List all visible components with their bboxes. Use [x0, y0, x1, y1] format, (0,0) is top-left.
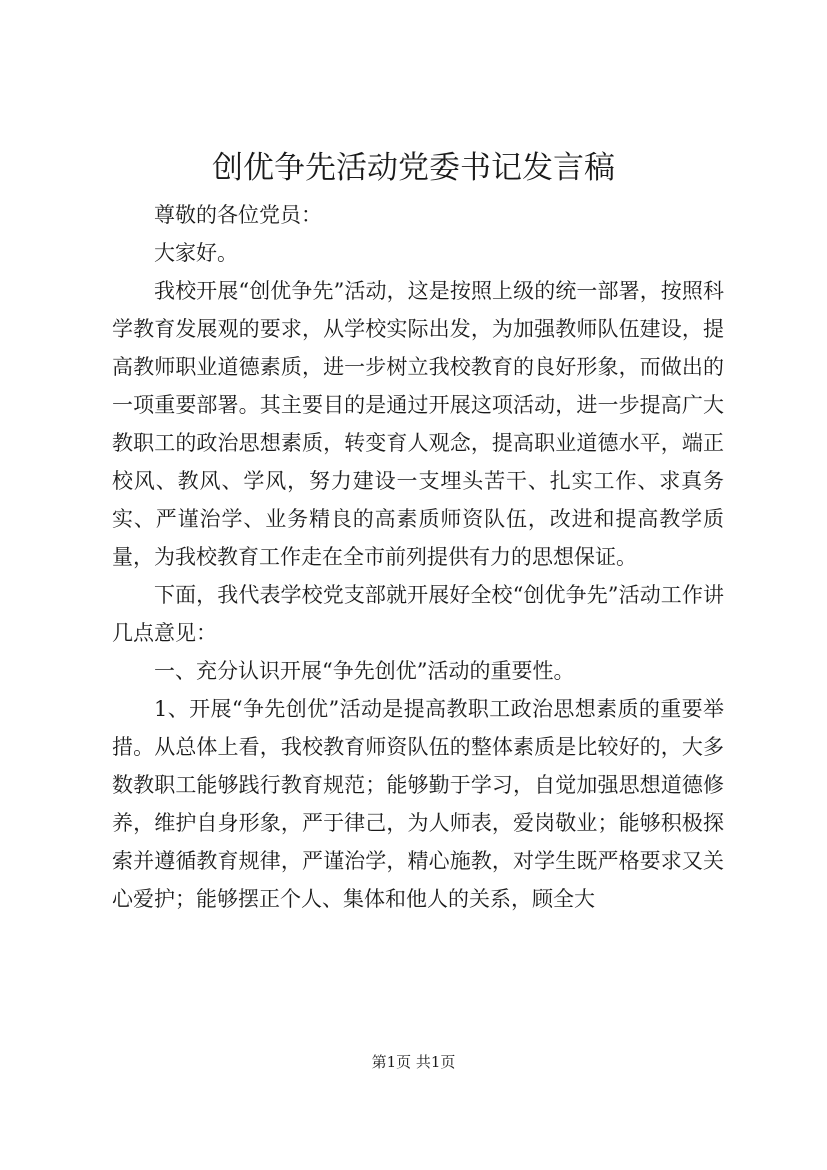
document-body — [112, 196, 724, 918]
intro-paragraph: 我校开展“创优争先”活动，这是按照上级的统一部署，按照科学教育发展观的要求，从学校实际出发，为加强教师队伍建设，提高教师职业道德素质，进一步树立我校教育的良好形象，而做出的一项重要部署。其主要目的是通过开展这项活动，进一步提高广大教职工的政治思想素质，转变育人观念，提高职业道德水平，端正校风、教风、学风，努力建设一支埋头苦干、扎实工作、求真务实、严谨治学、业务精良的高素质师资队伍，改进和提高教学质量，为我校教育工作走在全市前列提供有力的思想保证。 — [112, 279, 724, 569]
point-1-paragraph: 1、开展“争先创优”活动是提高教职工政治思想素质的重要举措。从总体上看，我校教育师资队伍的整体素质是比较好的，大多数教职工能够践行教育规范；能够勤于学习，自觉加强思想道德修养，维护自身形象，严于律己，为人师表，爱岗敬业；能够积极探索并遵循教育规律，严谨治学，精心施教，对学生既严格要求又关心爱护；能够摆正个人、集体和他人的关系，顾全大 — [112, 697, 724, 911]
greeting-paragraph: 大家好。 — [154, 241, 238, 265]
page-footer: 第1页 共1页 — [371, 1053, 456, 1071]
section-heading-1: 一、充分认识开展“争先创优”活动的重要性。 — [154, 659, 575, 683]
salutation-paragraph: 尊敬的各位党员： — [154, 203, 322, 227]
document-title: 创优争先活动党委书记发言稿 — [212, 150, 615, 186]
opinion-paragraph: 下面，我代表学校党支部就开展好全校“创优争先”活动工作讲几点意见： — [112, 583, 724, 645]
